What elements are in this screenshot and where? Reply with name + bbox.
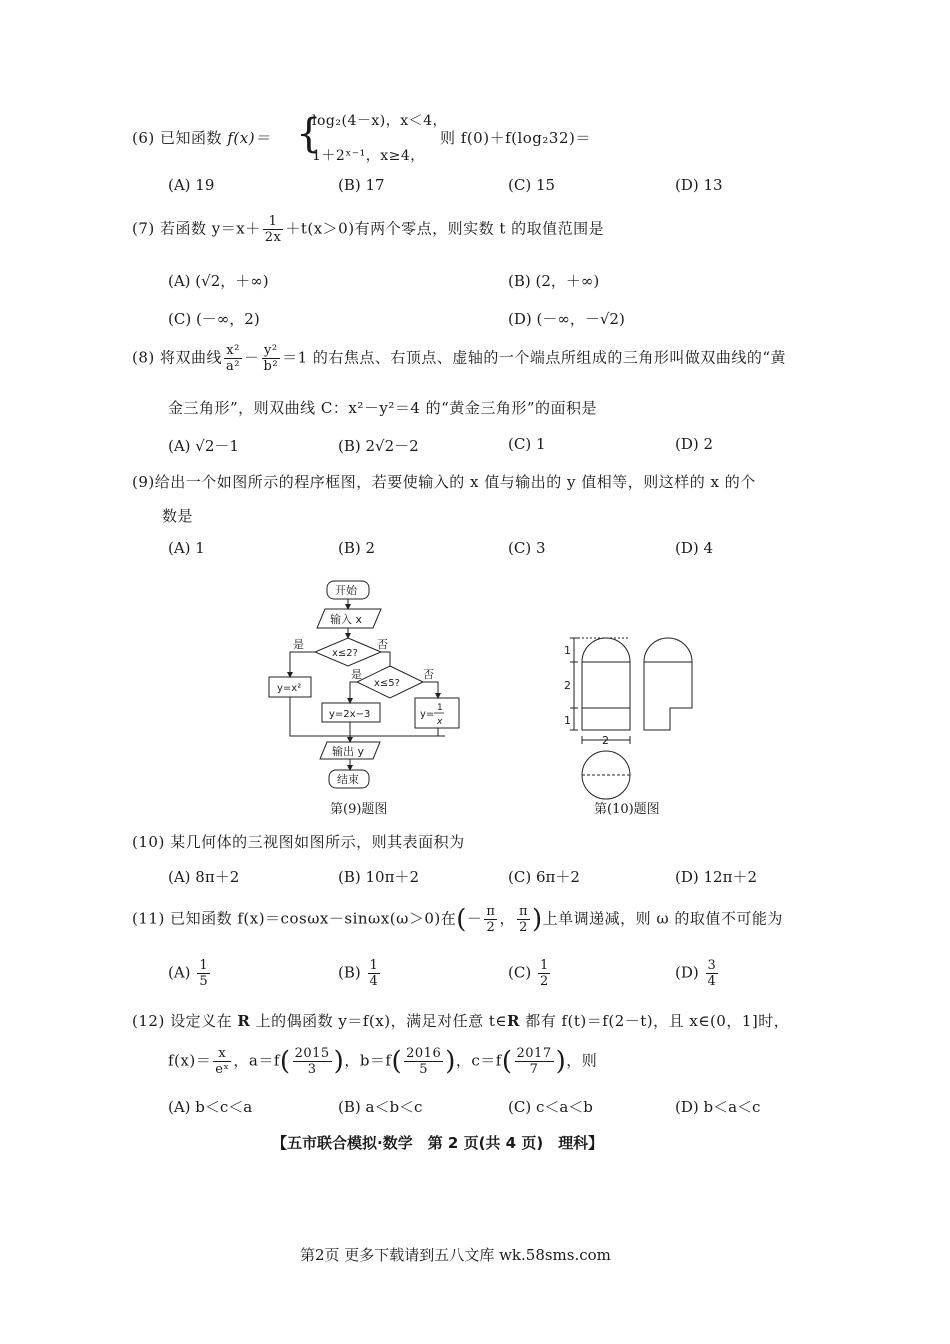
q11-stem: (11) 已知函数 f(x)＝cosωx－sinωx(ω＞0)在(－ $\frac{\pi}{2}$ ， $\frac{\pi}{2}$ )上单调递减，则 ω 的取值不可能为 <box>132 904 783 935</box>
q11-option-a: (A) $\frac{1}{5}$ <box>168 958 208 989</box>
three-view-figure <box>560 632 700 800</box>
figure10-caption: 第(10)题图 <box>594 802 660 817</box>
q6-option-b: (B) 17 <box>338 176 385 194</box>
q6-stem: (6) 已知函数 f(x)＝ <box>132 129 271 147</box>
flow-no2-label: 否 <box>423 668 434 681</box>
q12-option-c: (C) c＜a＜b <box>508 1098 593 1116</box>
figure9-caption: 第(9)题图 <box>330 802 388 817</box>
q6-option-d: (D) 13 <box>675 176 723 194</box>
flow-box2-label: y=2x−3 <box>329 709 371 720</box>
q6-option-a: (A) 19 <box>168 176 215 194</box>
q8-stem-line2: 金三角形”，则双曲线 C：x²－y²＝4 的“黄金三角形”的面积是 <box>168 399 598 417</box>
flow-no1-label: 否 <box>377 638 388 651</box>
page-footer: 【五市联合模拟·数学 第 2 页(共 4 页) 理科】 <box>272 1134 604 1152</box>
q8-option-c: (C) 1 <box>508 435 546 453</box>
q10-stem: (10) 某几何体的三视图如图所示，则其表面积为 <box>132 833 465 851</box>
q11-option-b: (B) $\frac{1}{4}$ <box>338 958 378 989</box>
watermark-line: 第2页 更多下载请到五八文库 wk.58sms.com <box>300 1246 611 1264</box>
q6-option-c: (C) 15 <box>508 176 556 194</box>
q9-option-d: (D) 4 <box>675 539 714 557</box>
q10-option-c: (C) 6π＋2 <box>508 868 580 886</box>
q6-case2: 1＋2ˣ⁻¹，x≥4， <box>312 148 425 164</box>
q12-stem-line1: (12) 设定义在 R 上的偶函数 y＝f(x)，满足对任意 t∈R 都有 f(t)＝f(2－t)，且 x∈(0，1]时， <box>132 1012 790 1030</box>
q6-brace: { <box>296 111 322 157</box>
flow-yes1-label: 是 <box>293 638 304 651</box>
q7-option-d: (D) (－∞，－√2) <box>508 310 625 328</box>
q7-option-c: (C) (－∞，2) <box>168 310 260 328</box>
side-view <box>644 638 692 730</box>
flow-box3-prefix: y= <box>420 709 435 720</box>
q9-option-b: (B) 2 <box>338 539 376 557</box>
q7-option-b: (B) (2，＋∞) <box>508 272 600 290</box>
q12-option-b: (B) a＜b＜c <box>338 1098 423 1116</box>
dim-mid-label: 2 <box>564 679 571 692</box>
q11-option-d: (D) $\frac{3}{4}$ <box>675 958 716 989</box>
flow-yes2-label: 是 <box>351 668 362 681</box>
dim-bottom-label: 1 <box>564 714 571 727</box>
q8-option-d: (D) 2 <box>675 435 714 453</box>
q10-option-d: (D) 12π＋2 <box>675 868 757 886</box>
q7-option-a: (A) (√2，＋∞) <box>168 272 269 290</box>
dim-top-label: 1 <box>564 644 571 657</box>
flow-box3-numerator: 1 <box>437 703 443 713</box>
flow-output-label: 输出 y <box>332 745 365 758</box>
flow-end-label: 结束 <box>337 773 359 786</box>
q9-stem-line1: (9)给出一个如图所示的程序框图，若要使输入的 x 值与输出的 y 值相等，则这样的 x 的个 <box>132 473 756 491</box>
q7-fraction: $\frac{1}{2x}$ <box>264 214 282 245</box>
q7-stem: (7) 若函数 y＝x＋ $\frac{1}{2x}$ ＋t(x＞0)有两个零点，则实数 t 的取值范围是 <box>132 214 605 245</box>
q11-option-c: (C) $\frac{1}{2}$ <box>508 958 549 989</box>
q9-option-c: (C) 3 <box>508 539 546 557</box>
flowchart-figure <box>255 578 470 818</box>
flow-box1-label: y=x² <box>277 683 302 694</box>
flow-box3-denominator: x <box>437 717 443 727</box>
q8-stem-line1: (8) 将双曲线 $\frac{\text{x²}}{\text{a²}}$ － $\frac{\text{y²}}{\text{b²}}$ ＝1 的右焦点、右顶点、虚轴的一个端点所组成的三角形叫做双曲线的“黄 <box>132 343 787 374</box>
q8-option-b: (B) 2√2－2 <box>338 437 419 455</box>
q12-option-a: (A) b＜c＜a <box>168 1098 253 1116</box>
q12-stem-line2: f(x)＝ $\frac{x}{\text{eˣ}}$ ，a＝f( $\frac{2015}{3}$ )，b＝f( $\frac{2016}{5}$ )，c＝f( $\frac{2017}{7}$ )，则 <box>168 1046 598 1077</box>
q10-option-a: (A) 8π＋2 <box>168 868 240 886</box>
flow-cond2-label: x≤5? <box>374 678 400 689</box>
q8-option-a: (A) √2－1 <box>168 437 239 455</box>
flow-cond1-label: x≤2? <box>332 648 358 659</box>
q9-stem-line2: 数是 <box>162 507 194 525</box>
q9-option-a: (A) 1 <box>168 539 205 557</box>
flow-input-label: 输入 x <box>330 613 363 626</box>
dim-width-label: 2 <box>602 734 609 747</box>
q6-case1: log₂(4－x)，x＜4， <box>312 113 448 129</box>
q10-option-b: (B) 10π＋2 <box>338 868 419 886</box>
flow-start-label: 开始 <box>335 584 357 597</box>
q12-option-d: (D) b＜a＜c <box>675 1098 761 1116</box>
front-view <box>582 638 630 730</box>
q6-tail: 则 f(0)＋f(log₂32)＝ <box>440 129 591 147</box>
